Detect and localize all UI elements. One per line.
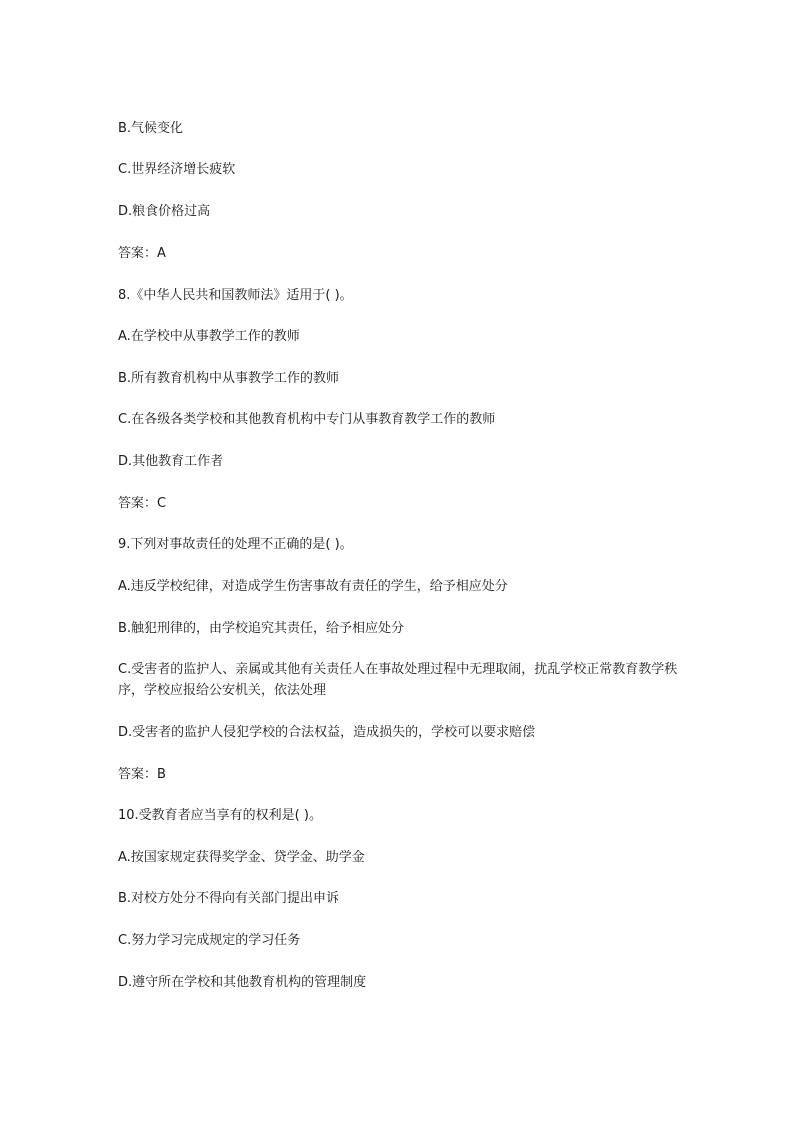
option-b-q8: B.所有教育机构中从事教学工作的教师 — [118, 371, 340, 386]
option-b-q7: B.气候变化 — [118, 121, 184, 136]
option-a-q8: A.在学校中从事教学工作的教师 — [118, 329, 300, 344]
option-c-q8: C.在各级各类学校和其他教育机构中专门从事教育教学工作的教师 — [118, 412, 496, 427]
option-a-q10: A.按国家规定获得奖学金、贷学金、助学金 — [118, 850, 365, 865]
option-d-q10: D.遵守所在学校和其他教育机构的管理制度 — [118, 975, 367, 990]
option-c-q10: C.努力学习完成规定的学习任务 — [118, 933, 301, 948]
option-c-q9: C.受害者的监护人、亲属或其他有关责任人在事故处理过程中无理取闹，扰乱学校正常教育教学秩序，学校应报给公安机关，依法处理 — [118, 662, 678, 698]
answer-q8: 答案：C — [118, 496, 167, 511]
option-d-q8: D.其他教育工作者 — [118, 454, 224, 469]
question-10: 10.受教育者应当享有的权利是( )。 — [118, 808, 322, 823]
question-8: 8.《中华人民共和国教师法》适用于( )。 — [118, 288, 353, 303]
answer-q9: 答案：B — [118, 767, 166, 782]
option-a-q9: A.违反学校纪律，对造成学生伤害事故有责任的学生，给予相应处分 — [118, 579, 508, 594]
option-d-q9: D.受害者的监护人侵犯学校的合法权益，造成损失的，学校可以要求赔偿 — [118, 725, 536, 740]
answer-q7: 答案：A — [118, 246, 166, 261]
question-9: 9.下列对事故责任的处理不正确的是( )。 — [118, 537, 353, 552]
option-c-q7: C.世界经济增长疲软 — [118, 162, 236, 177]
option-d-q7: D.粮食价格过高 — [118, 204, 211, 219]
option-b-q10: B.对校方处分不得向有关部门提出申诉 — [118, 891, 340, 906]
option-b-q9: B.触犯刑律的，由学校追究其责任，给予相应处分 — [118, 621, 405, 636]
